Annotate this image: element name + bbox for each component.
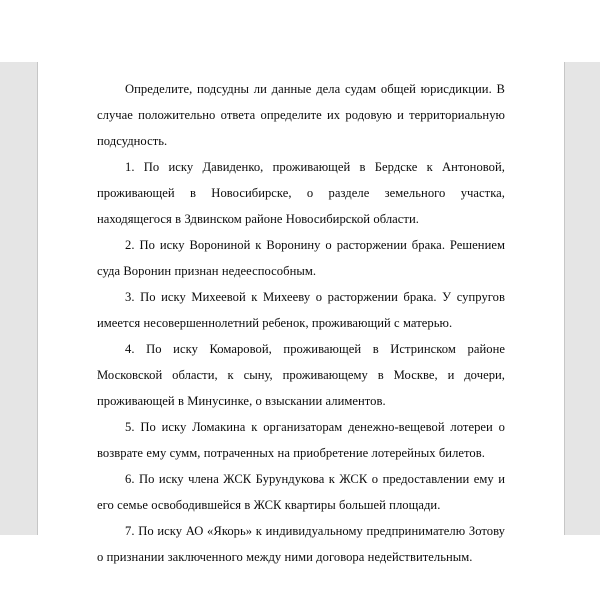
paragraph-item-2: 2. По иску Ворониной к Воронину о расторжении брака. Решением суда Воронин признан недееспособным. — [97, 238, 505, 278]
document-text-column — [97, 76, 505, 570]
paragraph-item-5: 5. По иску Ломакина к организаторам денежно-вещевой лотереи о возврате ему сумм, потраченных на приобретение лотерейных билетов. — [97, 420, 505, 460]
paragraph-intro: Определите, подсудны ли данные дела судам общей юрисдикции. В случае положительно ответа определите их родовую и территориальную подсудность. — [97, 82, 505, 148]
document-page — [38, 62, 564, 564]
page-gutter-left — [0, 62, 38, 535]
paragraph-item-6: 6. По иску члена ЖСК Бурундукова к ЖСК о предоставлении ему и его семье освободившейся в ЖСК квартиры большей площади. — [97, 472, 505, 512]
page-gutter-right — [564, 62, 600, 535]
paragraph-item-7: 7. По иску АО «Якорь» к индивидуальному предпринимателю Зотову о признании заключенного между ними договора недействительным. — [97, 524, 505, 564]
paragraph-item-4: 4. По иску Комаровой, проживающей в Истринском районе Московской области, к сыну, проживающему в Москве, и дочери, проживающей в Минусинке, о взыскании алиментов. — [97, 342, 505, 408]
paragraph-item-1: 1. По иску Давиденко, проживающей в Бердске к Антоновой, проживающей в Новосибирске, о разделе земельного участка, находящегося в Здвинском районе Новосибирской области. — [97, 160, 505, 226]
paragraph-item-3: 3. По иску Михеевой к Михееву о расторжении брака. У супругов имеется несовершеннолетний ребенок, проживающий с матерью. — [97, 290, 505, 330]
